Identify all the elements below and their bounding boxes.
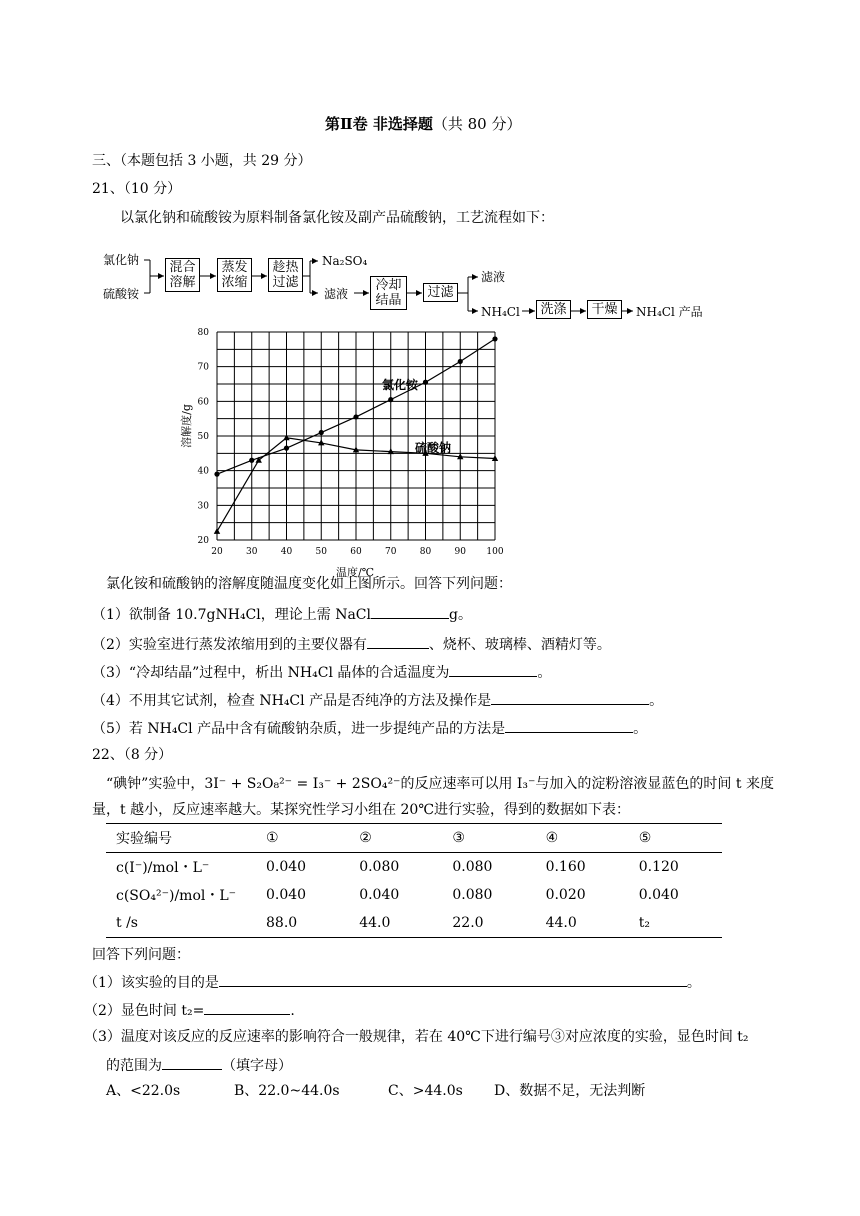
q21-5-answer-blank[interactable] [505,718,633,733]
q22-3-answer-blank[interactable] [162,1055,222,1070]
data-point-nh4cl [458,359,463,364]
option-c[interactable]: C、>44.0s [388,1083,463,1099]
q21-4 [92,690,663,710]
table-cell: 0.080 [359,859,400,875]
chart-caption: 氯化铵和硫酸钠的溶解度随温度变化如上图所示。回答下列问题： [106,576,512,592]
q21-2-text: （2）实验室进行蒸发浓缩用到的主要仪器有 [92,637,367,653]
data-point-nh4cl [492,336,497,341]
y-tick-label: 60 [197,397,209,408]
table-cell: 0.120 [638,859,679,875]
y-tick-label: 50 [197,432,209,442]
q21-4-suffix: 。 [649,693,664,709]
q21-5-text: （5）若 NH₄Cl 产品中含有硫酸钠杂质，进一步提纯产品的方法是 [92,721,506,737]
data-point-nh4cl [214,472,219,477]
table-row [106,853,722,882]
table-cell: c(I⁻)/mol・L⁻ [116,860,210,876]
flow-nh4cl: NH₄Cl [481,305,520,319]
table-cell: c(SO₄²⁻)/mol・L⁻ [116,888,237,904]
data-point-nh4cl [249,458,254,463]
table-cell: 0.040 [638,887,679,903]
series-label-na2so4: 硫酸钠 [415,441,452,455]
table-cell: 0.040 [359,887,400,903]
option-a[interactable]: A、<22.0s [106,1083,181,1099]
series-label-nh4cl: 氯化铵 [382,378,419,392]
q21-5-suffix: 。 [633,721,648,737]
q21-2-suffix: 、烧杯、玻璃棒、酒精灯等。 [428,637,611,653]
q21-1 [92,604,472,624]
x-tick-label: 40 [280,547,293,557]
q22-intro-line2: 量，t 越小，反应速率越大。某探究性学习小组在 20℃进行实验，得到的数据如下表： [92,802,630,818]
y-tick-label: 20 [197,536,209,546]
table-header-cell: ④ [536,824,629,853]
chart-xlabel: 温度/℃ [335,566,375,579]
q22-number: 22、（8 分） [92,747,173,763]
solubility-chart [170,318,530,580]
option-b[interactable]: B、22.0~44.0s [234,1083,340,1099]
table-cell: 0.080 [452,887,493,903]
q22-2-answer-blank[interactable] [204,1000,290,1015]
q21-1-answer-blank[interactable] [371,604,449,619]
part-title-suffix: （共 80 分） [432,115,522,133]
flow-step-hotfilter-line2: 过滤 [272,275,299,290]
flow-filtrate-2: 滤液 [481,270,506,284]
data-point-na2so4 [283,434,289,440]
q21-2-answer-blank[interactable] [367,634,429,649]
table-cell: 0.040 [266,859,307,875]
flow-arrows [0,0,860,330]
table-cell: 22.0 [442,909,535,938]
x-tick-label: 50 [315,547,327,557]
q22-3-text: 的范围为 [106,1058,162,1074]
flow-step-hot-filter [268,258,303,292]
x-tick-label: 30 [246,547,258,557]
x-tick-label: 70 [385,547,397,557]
flow-step-mix-dissolve [165,258,200,292]
flow-step-mix-line2: 溶解 [169,275,196,290]
q22-1 [84,972,701,992]
q21-3-suffix: 。 [537,665,552,681]
flow-step-hotfilter-line1: 趁热 [272,260,299,275]
table-row [106,909,722,938]
q22-answer-intro: 回答下列问题： [92,947,190,963]
data-point-nh4cl [319,430,324,435]
x-tick-label: 90 [454,547,466,557]
q21-4-text: （4）不用其它试剂，检查 NH₄Cl 产品是否纯净的方法及操作是 [92,693,492,709]
y-tick-label: 80 [197,328,209,338]
table-header-cell: ③ [442,824,535,853]
table-header-cell: ② [349,824,442,853]
q22-intro-line1: “碘钟”实验中，3I⁻ + S₂O₈²⁻ = I₃⁻ + 2SO₄²⁻的反应速率可以用 I₃⁻与加入的淀粉溶液显蓝色的时间 t 来度 [106,776,774,792]
part-title-main: 第Ⅱ卷 非选择题 [325,115,433,133]
table-cell: 44.0 [349,909,442,938]
table-cell: 88.0 [256,909,349,938]
flow-step-mix-line1: 混合 [169,260,196,275]
y-tick-label: 40 [197,466,209,477]
section-heading: 三、（本题包括 3 小题，共 29 分） [92,153,312,169]
option-d[interactable]: D、数据不足，无法判断 [494,1083,646,1099]
flow-step-evap-line1: 蒸发 [221,260,248,275]
flow-step-cool-line2: 结晶 [375,293,402,308]
q21-number: 21、（10 分） [92,181,182,197]
experiment-table [106,823,722,938]
flow-input-nacl: 氯化钠 [103,253,140,267]
table-header-cell: 实验编号 [106,824,256,853]
flow-filtrate: 滤液 [324,287,349,301]
q22-3-suffix: （填字母） [222,1058,292,1074]
q21-3-text: （3）“冷却结晶”过程中，析出 NH₄Cl 晶体的合适温度为 [92,665,450,681]
q21-3 [92,662,551,682]
q22-2-text: （2）显色时间 t₂= [84,1003,205,1019]
q21-5 [92,718,647,738]
data-point-nh4cl [423,380,428,385]
flow-step-cool-line1: 冷却 [375,278,402,293]
table-header-cell: ⑤ [629,824,722,853]
flow-step-dry: 干燥 [587,300,622,319]
x-tick-label: 60 [350,547,362,557]
q22-2 [84,1000,295,1020]
table-row [106,881,722,909]
table-cell: 0.040 [266,887,307,903]
q22-2-suffix: . [290,1003,295,1019]
q22-1-text: （1）该实验的目的是 [84,975,219,991]
table-cell: 0.020 [545,887,586,903]
table-cell: t /s [106,909,256,938]
table-header-row [106,824,722,853]
flow-step-wash: 洗涤 [536,300,571,319]
q21-1-suffix: g。 [449,607,472,623]
chart-ylabel: 溶解度/g [180,404,193,448]
data-point-nh4cl [284,446,289,451]
flow-step-evap-line2: 浓缩 [221,275,248,290]
table-cell: 0.080 [452,859,493,875]
q22-1-suffix: 。 [686,975,701,991]
chart-grid [217,332,495,540]
y-tick-label: 70 [197,362,209,373]
q21-4-answer-blank[interactable] [491,690,649,705]
flow-step-cool-crystallize [370,276,407,310]
flow-product: NH₄Cl 产品 [636,305,703,319]
q22-1-answer-blank[interactable] [219,972,687,987]
q21-1-text: （1）欲制备 10.7gNH₄Cl，理论上需 NaCl [92,607,371,623]
q21-intro: 以氯化钠和硫酸铵为原料制备氯化铵及副产品硫酸钠，工艺流程如下： [120,210,554,226]
data-point-nh4cl [353,414,358,419]
table-cell: 44.0 [536,909,629,938]
y-tick-label: 30 [197,501,209,512]
x-tick-label: 80 [419,547,432,557]
flow-step-filter: 过滤 [423,283,458,302]
data-point-nh4cl [388,397,393,402]
q22-3-line1: （3）温度对该反应的反应速率的影响符合一般规律，若在 40℃下进行编号③对应浓度的实验，显色时间 t₂ [84,1029,749,1045]
table-header-cell: ① [256,824,349,853]
table-cell: 0.160 [545,859,586,875]
q21-3-answer-blank[interactable] [449,662,537,677]
q22-3-line2 [106,1055,292,1075]
x-tick-label: 100 [486,547,504,557]
flow-input-ammonium-sulfate: 硫酸铵 [103,287,140,301]
q21-2 [92,634,611,654]
x-tick-label: 20 [211,547,223,557]
table-cell: t₂ [629,909,722,938]
flow-step-evaporate [217,258,252,292]
flow-output-na2so4: Na₂SO₄ [322,254,368,268]
data-point-na2so4 [214,528,220,534]
